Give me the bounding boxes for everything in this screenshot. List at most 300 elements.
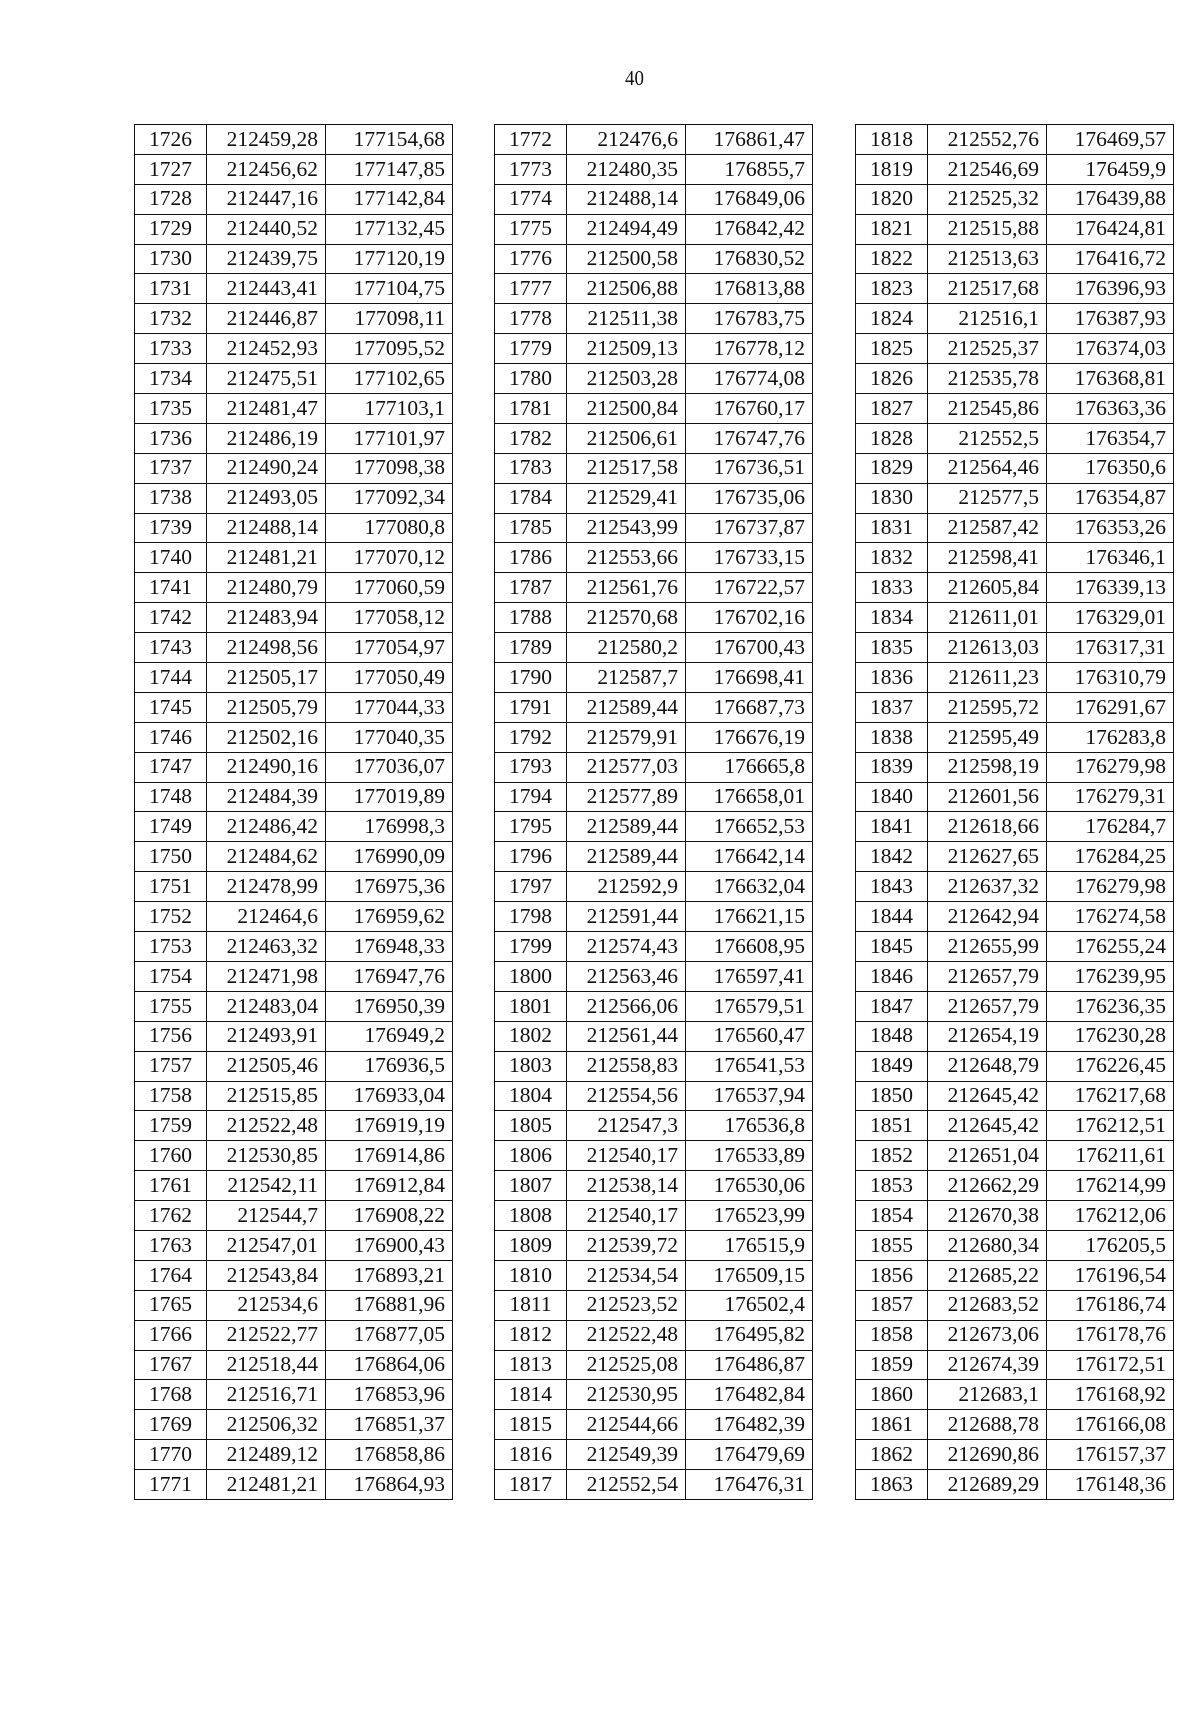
table-row — [856, 274, 1174, 304]
y-coordinate-cell: 176722,57 — [686, 573, 813, 603]
table-row — [856, 633, 1174, 663]
y-coordinate-cell: 176363,36 — [1047, 394, 1174, 424]
point-number-cell: 1746 — [135, 722, 207, 752]
x-coordinate-cell: 212592,9 — [567, 872, 686, 902]
y-coordinate-cell: 177040,35 — [326, 722, 453, 752]
table-row — [135, 932, 453, 962]
y-coordinate-cell: 176279,98 — [1047, 752, 1174, 782]
point-number-cell: 1742 — [135, 603, 207, 633]
table-row — [135, 1141, 453, 1171]
table-row — [856, 364, 1174, 394]
x-coordinate-cell: 212534,54 — [567, 1260, 686, 1290]
point-number-cell: 1737 — [135, 453, 207, 483]
point-number-cell: 1838 — [856, 722, 928, 752]
x-coordinate-cell: 212554,56 — [567, 1081, 686, 1111]
table-row — [495, 752, 813, 782]
table-row — [495, 1350, 813, 1380]
y-coordinate-cell: 177102,65 — [326, 364, 453, 394]
table-row — [495, 1201, 813, 1231]
table-row — [856, 1290, 1174, 1320]
table-row — [495, 274, 813, 304]
x-coordinate-cell: 212542,11 — [207, 1171, 326, 1201]
point-number-cell: 1767 — [135, 1350, 207, 1380]
table-row — [495, 304, 813, 334]
point-number-cell: 1781 — [495, 394, 567, 424]
table-row — [495, 154, 813, 184]
point-number-cell: 1825 — [856, 334, 928, 364]
x-coordinate-cell: 212456,62 — [207, 154, 326, 184]
y-coordinate-cell: 176947,76 — [326, 961, 453, 991]
y-coordinate-cell: 177044,33 — [326, 692, 453, 722]
y-coordinate-cell: 176774,08 — [686, 364, 813, 394]
table-row — [135, 334, 453, 364]
y-coordinate-cell: 176736,51 — [686, 453, 813, 483]
point-number-cell: 1858 — [856, 1320, 928, 1350]
x-coordinate-cell: 212580,2 — [567, 633, 686, 663]
table-row — [495, 1470, 813, 1500]
y-coordinate-cell: 176509,15 — [686, 1260, 813, 1290]
x-coordinate-cell: 212483,04 — [207, 991, 326, 1021]
table-row — [856, 812, 1174, 842]
table-row — [135, 1021, 453, 1051]
y-coordinate-cell: 176178,76 — [1047, 1320, 1174, 1350]
point-number-cell: 1774 — [495, 184, 567, 214]
point-number-cell: 1776 — [495, 244, 567, 274]
y-coordinate-cell: 176733,15 — [686, 543, 813, 573]
x-coordinate-cell: 212500,58 — [567, 244, 686, 274]
table-row — [856, 543, 1174, 573]
y-coordinate-cell: 176998,3 — [326, 812, 453, 842]
y-coordinate-cell: 176459,9 — [1047, 154, 1174, 184]
point-number-cell: 1859 — [856, 1350, 928, 1380]
point-number-cell: 1800 — [495, 961, 567, 991]
point-number-cell: 1823 — [856, 274, 928, 304]
y-coordinate-cell: 176523,99 — [686, 1201, 813, 1231]
table-row — [495, 1021, 813, 1051]
y-coordinate-cell: 176214,99 — [1047, 1171, 1174, 1201]
table-row — [856, 991, 1174, 1021]
table-row — [856, 872, 1174, 902]
y-coordinate-cell: 176861,47 — [686, 125, 813, 155]
x-coordinate-cell: 212522,77 — [207, 1320, 326, 1350]
table-row — [495, 722, 813, 752]
y-coordinate-cell: 176608,95 — [686, 932, 813, 962]
point-number-cell: 1727 — [135, 154, 207, 184]
table-row — [856, 1171, 1174, 1201]
x-coordinate-cell: 212543,99 — [567, 513, 686, 543]
y-coordinate-cell: 176495,82 — [686, 1320, 813, 1350]
y-coordinate-cell: 176912,84 — [326, 1171, 453, 1201]
point-number-cell: 1834 — [856, 603, 928, 633]
table-row — [135, 692, 453, 722]
x-coordinate-cell: 212544,66 — [567, 1410, 686, 1440]
x-coordinate-cell: 212657,79 — [928, 961, 1047, 991]
y-coordinate-cell: 176687,73 — [686, 692, 813, 722]
table-row — [856, 902, 1174, 932]
y-coordinate-cell: 176168,92 — [1047, 1380, 1174, 1410]
point-number-cell: 1751 — [135, 872, 207, 902]
x-coordinate-cell: 212564,46 — [928, 453, 1047, 483]
x-coordinate-cell: 212481,21 — [207, 543, 326, 573]
point-number-cell: 1762 — [135, 1201, 207, 1231]
y-coordinate-cell: 176864,06 — [326, 1350, 453, 1380]
y-coordinate-cell: 176908,22 — [326, 1201, 453, 1231]
point-number-cell: 1759 — [135, 1111, 207, 1141]
table-row — [856, 573, 1174, 603]
x-coordinate-cell: 212540,17 — [567, 1201, 686, 1231]
y-coordinate-cell: 176676,19 — [686, 722, 813, 752]
y-coordinate-cell: 176212,06 — [1047, 1201, 1174, 1231]
y-coordinate-cell: 177070,12 — [326, 543, 453, 573]
table-row — [856, 932, 1174, 962]
y-coordinate-cell: 176881,96 — [326, 1290, 453, 1320]
point-number-cell: 1861 — [856, 1410, 928, 1440]
y-coordinate-cell: 176560,47 — [686, 1021, 813, 1051]
x-coordinate-cell: 212605,84 — [928, 573, 1047, 603]
table-row — [135, 483, 453, 513]
point-number-cell: 1743 — [135, 633, 207, 663]
y-coordinate-cell: 176148,36 — [1047, 1470, 1174, 1500]
point-number-cell: 1863 — [856, 1470, 928, 1500]
point-number-cell: 1845 — [856, 932, 928, 962]
x-coordinate-cell: 212539,72 — [567, 1230, 686, 1260]
point-number-cell: 1851 — [856, 1111, 928, 1141]
point-number-cell: 1847 — [856, 991, 928, 1021]
y-coordinate-cell: 176353,26 — [1047, 513, 1174, 543]
point-number-cell: 1798 — [495, 902, 567, 932]
point-number-cell: 1757 — [135, 1051, 207, 1081]
x-coordinate-cell: 212546,69 — [928, 154, 1047, 184]
y-coordinate-cell: 176284,7 — [1047, 812, 1174, 842]
x-coordinate-cell: 212651,04 — [928, 1141, 1047, 1171]
point-number-cell: 1818 — [856, 125, 928, 155]
x-coordinate-cell: 212517,68 — [928, 274, 1047, 304]
table-row — [135, 543, 453, 573]
table-row — [495, 932, 813, 962]
y-coordinate-cell: 177098,38 — [326, 453, 453, 483]
x-coordinate-cell: 212493,05 — [207, 483, 326, 513]
y-coordinate-cell: 176424,81 — [1047, 214, 1174, 244]
table-row — [495, 125, 813, 155]
y-coordinate-cell: 177095,52 — [326, 334, 453, 364]
y-coordinate-cell: 176737,87 — [686, 513, 813, 543]
y-coordinate-cell: 176476,31 — [686, 1470, 813, 1500]
point-number-cell: 1831 — [856, 513, 928, 543]
x-coordinate-cell: 212525,08 — [567, 1350, 686, 1380]
table-row — [856, 1230, 1174, 1260]
point-number-cell: 1735 — [135, 394, 207, 424]
table-row — [495, 961, 813, 991]
x-coordinate-cell: 212505,46 — [207, 1051, 326, 1081]
x-coordinate-cell: 212500,84 — [567, 394, 686, 424]
y-coordinate-cell: 176502,4 — [686, 1290, 813, 1320]
x-coordinate-cell: 212481,47 — [207, 394, 326, 424]
point-number-cell: 1804 — [495, 1081, 567, 1111]
table-row — [856, 1380, 1174, 1410]
point-number-cell: 1822 — [856, 244, 928, 274]
point-number-cell: 1795 — [495, 812, 567, 842]
point-number-cell: 1739 — [135, 513, 207, 543]
y-coordinate-cell: 176990,09 — [326, 842, 453, 872]
table-row — [856, 154, 1174, 184]
x-coordinate-cell: 212589,44 — [567, 842, 686, 872]
x-coordinate-cell: 212505,17 — [207, 663, 326, 693]
x-coordinate-cell: 212522,48 — [567, 1320, 686, 1350]
x-coordinate-cell: 212618,66 — [928, 812, 1047, 842]
table-row — [495, 603, 813, 633]
x-coordinate-cell: 212589,44 — [567, 692, 686, 722]
point-number-cell: 1785 — [495, 513, 567, 543]
table-row — [495, 543, 813, 573]
point-number-cell: 1841 — [856, 812, 928, 842]
table-row — [495, 423, 813, 453]
point-number-cell: 1784 — [495, 483, 567, 513]
x-coordinate-cell: 212483,94 — [207, 603, 326, 633]
x-coordinate-cell: 212543,84 — [207, 1260, 326, 1290]
table-row — [495, 812, 813, 842]
point-number-cell: 1794 — [495, 782, 567, 812]
table-row — [856, 214, 1174, 244]
table-row — [856, 663, 1174, 693]
table-row — [495, 1111, 813, 1141]
point-number-cell: 1750 — [135, 842, 207, 872]
point-number-cell: 1853 — [856, 1171, 928, 1201]
coordinates-table-1 — [134, 124, 453, 1500]
point-number-cell: 1805 — [495, 1111, 567, 1141]
point-number-cell: 1738 — [135, 483, 207, 513]
point-number-cell: 1814 — [495, 1380, 567, 1410]
point-number-cell: 1850 — [856, 1081, 928, 1111]
table-row — [135, 1320, 453, 1350]
point-number-cell: 1793 — [495, 752, 567, 782]
x-coordinate-cell: 212689,29 — [928, 1470, 1047, 1500]
y-coordinate-cell: 176439,88 — [1047, 184, 1174, 214]
table-row — [495, 663, 813, 693]
x-coordinate-cell: 212611,01 — [928, 603, 1047, 633]
point-number-cell: 1729 — [135, 214, 207, 244]
y-coordinate-cell: 177054,97 — [326, 633, 453, 663]
y-coordinate-cell: 176482,39 — [686, 1410, 813, 1440]
x-coordinate-cell: 212674,39 — [928, 1350, 1047, 1380]
table-row — [135, 214, 453, 244]
point-number-cell: 1777 — [495, 274, 567, 304]
table-row — [495, 872, 813, 902]
x-coordinate-cell: 212488,14 — [567, 184, 686, 214]
point-number-cell: 1728 — [135, 184, 207, 214]
table-row — [135, 1440, 453, 1470]
point-number-cell: 1803 — [495, 1051, 567, 1081]
table-row — [135, 423, 453, 453]
table-row — [135, 1111, 453, 1141]
table-row — [495, 991, 813, 1021]
x-coordinate-cell: 212440,52 — [207, 214, 326, 244]
point-number-cell: 1827 — [856, 394, 928, 424]
point-number-cell: 1771 — [135, 1470, 207, 1500]
y-coordinate-cell: 176482,84 — [686, 1380, 813, 1410]
x-coordinate-cell: 212577,5 — [928, 483, 1047, 513]
y-coordinate-cell: 176975,36 — [326, 872, 453, 902]
table-row — [856, 483, 1174, 513]
x-coordinate-cell: 212513,63 — [928, 244, 1047, 274]
y-coordinate-cell: 176486,87 — [686, 1350, 813, 1380]
x-coordinate-cell: 212463,32 — [207, 932, 326, 962]
y-coordinate-cell: 176536,8 — [686, 1111, 813, 1141]
point-number-cell: 1786 — [495, 543, 567, 573]
y-coordinate-cell: 176893,21 — [326, 1260, 453, 1290]
x-coordinate-cell: 212446,87 — [207, 304, 326, 334]
point-number-cell: 1817 — [495, 1470, 567, 1500]
table-row — [495, 1290, 813, 1320]
y-coordinate-cell: 176747,76 — [686, 423, 813, 453]
y-coordinate-cell: 177120,19 — [326, 244, 453, 274]
x-coordinate-cell: 212489,12 — [207, 1440, 326, 1470]
table-row — [495, 334, 813, 364]
point-number-cell: 1773 — [495, 154, 567, 184]
x-coordinate-cell: 212439,75 — [207, 244, 326, 274]
point-number-cell: 1753 — [135, 932, 207, 962]
y-coordinate-cell: 176936,5 — [326, 1051, 453, 1081]
y-coordinate-cell: 176230,28 — [1047, 1021, 1174, 1051]
table-row — [135, 1171, 453, 1201]
point-number-cell: 1848 — [856, 1021, 928, 1051]
table-row — [495, 692, 813, 722]
point-number-cell: 1807 — [495, 1171, 567, 1201]
point-number-cell: 1775 — [495, 214, 567, 244]
point-number-cell: 1760 — [135, 1141, 207, 1171]
x-coordinate-cell: 212613,03 — [928, 633, 1047, 663]
y-coordinate-cell: 176948,33 — [326, 932, 453, 962]
y-coordinate-cell: 176374,03 — [1047, 334, 1174, 364]
x-coordinate-cell: 212540,17 — [567, 1141, 686, 1171]
table-row — [856, 1201, 1174, 1231]
table-row — [135, 1350, 453, 1380]
y-coordinate-cell: 176658,01 — [686, 782, 813, 812]
point-number-cell: 1791 — [495, 692, 567, 722]
x-coordinate-cell: 212534,6 — [207, 1290, 326, 1320]
x-coordinate-cell: 212525,37 — [928, 334, 1047, 364]
x-coordinate-cell: 212517,58 — [567, 453, 686, 483]
y-coordinate-cell: 177098,11 — [326, 304, 453, 334]
table-row — [135, 274, 453, 304]
x-coordinate-cell: 212447,16 — [207, 184, 326, 214]
x-coordinate-cell: 212464,6 — [207, 902, 326, 932]
table-row — [135, 1051, 453, 1081]
table-row — [856, 1051, 1174, 1081]
x-coordinate-cell: 212566,06 — [567, 991, 686, 1021]
x-coordinate-cell: 212538,14 — [567, 1171, 686, 1201]
point-number-cell: 1749 — [135, 812, 207, 842]
y-coordinate-cell: 176959,62 — [326, 902, 453, 932]
x-coordinate-cell: 212506,61 — [567, 423, 686, 453]
point-number-cell: 1763 — [135, 1230, 207, 1260]
x-coordinate-cell: 212598,19 — [928, 752, 1047, 782]
point-number-cell: 1826 — [856, 364, 928, 394]
table-row — [135, 603, 453, 633]
point-number-cell: 1799 — [495, 932, 567, 962]
x-coordinate-cell: 212515,88 — [928, 214, 1047, 244]
point-number-cell: 1778 — [495, 304, 567, 334]
y-coordinate-cell: 176205,5 — [1047, 1230, 1174, 1260]
y-coordinate-cell: 176157,37 — [1047, 1440, 1174, 1470]
table-row — [135, 573, 453, 603]
x-coordinate-cell: 212558,83 — [567, 1051, 686, 1081]
table-row — [135, 991, 453, 1021]
point-number-cell: 1856 — [856, 1260, 928, 1290]
table-row — [856, 1081, 1174, 1111]
table-row — [495, 483, 813, 513]
y-coordinate-cell: 176778,12 — [686, 334, 813, 364]
table-row — [135, 902, 453, 932]
y-coordinate-cell: 176914,86 — [326, 1141, 453, 1171]
point-number-cell: 1846 — [856, 961, 928, 991]
y-coordinate-cell: 177132,45 — [326, 214, 453, 244]
y-coordinate-cell: 176949,2 — [326, 1021, 453, 1051]
x-coordinate-cell: 212570,68 — [567, 603, 686, 633]
x-coordinate-cell: 212552,54 — [567, 1470, 686, 1500]
point-number-cell: 1783 — [495, 453, 567, 483]
table-row — [135, 1201, 453, 1231]
table-row — [495, 1230, 813, 1260]
y-coordinate-cell: 176346,1 — [1047, 543, 1174, 573]
table-row — [135, 633, 453, 663]
table-row — [856, 513, 1174, 543]
table-row — [135, 394, 453, 424]
x-coordinate-cell: 212598,41 — [928, 543, 1047, 573]
table-row — [135, 812, 453, 842]
table-row — [495, 214, 813, 244]
y-coordinate-cell: 176469,57 — [1047, 125, 1174, 155]
table-row — [495, 513, 813, 543]
x-coordinate-cell: 212654,19 — [928, 1021, 1047, 1051]
table-row — [135, 722, 453, 752]
y-coordinate-cell: 176291,67 — [1047, 692, 1174, 722]
y-coordinate-cell: 177092,34 — [326, 483, 453, 513]
table-row — [135, 453, 453, 483]
y-coordinate-cell: 177080,8 — [326, 513, 453, 543]
x-coordinate-cell: 212645,42 — [928, 1111, 1047, 1141]
point-number-cell: 1744 — [135, 663, 207, 693]
point-number-cell: 1829 — [856, 453, 928, 483]
table-row — [495, 902, 813, 932]
y-coordinate-cell: 176217,68 — [1047, 1081, 1174, 1111]
table-row — [135, 663, 453, 693]
y-coordinate-cell: 177154,68 — [326, 125, 453, 155]
y-coordinate-cell: 176642,14 — [686, 842, 813, 872]
x-coordinate-cell: 212490,16 — [207, 752, 326, 782]
x-coordinate-cell: 212587,42 — [928, 513, 1047, 543]
point-number-cell: 1782 — [495, 423, 567, 453]
y-coordinate-cell: 176350,6 — [1047, 453, 1174, 483]
point-number-cell: 1842 — [856, 842, 928, 872]
page-number: 40 — [625, 66, 644, 90]
table-row — [495, 1260, 813, 1290]
x-coordinate-cell: 212476,6 — [567, 125, 686, 155]
x-coordinate-cell: 212544,7 — [207, 1201, 326, 1231]
x-coordinate-cell: 212471,98 — [207, 961, 326, 991]
coordinates-table-2 — [494, 124, 813, 1500]
point-number-cell: 1813 — [495, 1350, 567, 1380]
point-number-cell: 1736 — [135, 423, 207, 453]
x-coordinate-cell: 212530,95 — [567, 1380, 686, 1410]
x-coordinate-cell: 212490,24 — [207, 453, 326, 483]
x-coordinate-cell: 212549,39 — [567, 1440, 686, 1470]
y-coordinate-cell: 176212,51 — [1047, 1111, 1174, 1141]
x-coordinate-cell: 212459,28 — [207, 125, 326, 155]
table-row — [856, 1440, 1174, 1470]
x-coordinate-cell: 212480,35 — [567, 154, 686, 184]
table-row — [495, 1141, 813, 1171]
table-row — [856, 184, 1174, 214]
